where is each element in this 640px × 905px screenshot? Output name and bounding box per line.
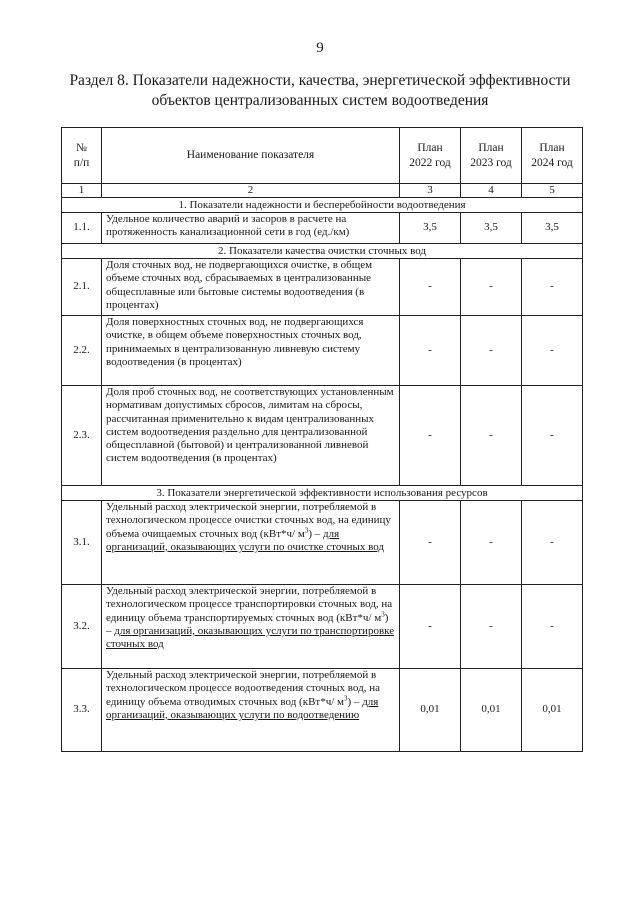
indicator-organization-scope: для организаций, оказывающих услуги по очистке сточных вод <box>106 527 385 553</box>
column-index-row <box>62 184 583 198</box>
plan-2022-value: - <box>400 259 461 316</box>
row-number: 3.2. <box>62 585 102 669</box>
table-row <box>62 213 583 244</box>
plan-2023-value: - <box>461 585 522 669</box>
plan-2024-value: - <box>522 585 583 669</box>
table-row <box>62 669 583 752</box>
indicator-name: Удельное количество аварий и засоров в расчете на протяженность канализационной сети в год (ед./км) <box>102 213 400 244</box>
indicator-organization-scope: для организаций, оказывающих услуги по водоотведению <box>106 695 379 721</box>
plan-2022-value: 3,5 <box>400 213 461 244</box>
plan-2023-value: - <box>461 259 522 316</box>
plan-2024-value: - <box>522 316 583 386</box>
table-row <box>62 386 583 486</box>
plan-2023-value: - <box>461 316 522 386</box>
section-header-row <box>62 198 583 213</box>
row-number: 3.1. <box>62 501 102 585</box>
section-1-title: 1. Показатели надежности и бесперебойности водоотведения <box>62 198 583 213</box>
plan-2024-value: - <box>522 259 583 316</box>
indicator-name-text: Удельный расход электрической энергии, потребляемой в технологическом процессе водоотведения сточных вод, на единицу объема отводимых сточных вод (кВт*ч/ м <box>106 669 380 708</box>
indicator-name <box>102 585 400 669</box>
column-index: 4 <box>461 184 522 198</box>
row-number: 1.1. <box>62 213 102 244</box>
column-index: 1 <box>62 184 102 198</box>
plan-2022-value: - <box>400 386 461 486</box>
cubic-superscript: 3 <box>344 693 348 702</box>
column-index: 5 <box>522 184 583 198</box>
section-header-row <box>62 244 583 259</box>
plan-2022-value: - <box>400 501 461 585</box>
table-row <box>62 316 583 386</box>
plan-2023-value: - <box>461 501 522 585</box>
cubic-superscript: 3 <box>381 609 385 618</box>
plan-2024-value: - <box>522 386 583 486</box>
header-name: Наименование показателя <box>102 128 400 184</box>
row-number: 2.3. <box>62 386 102 486</box>
header-plan-2024: План 2024 год <box>522 128 583 184</box>
column-index: 2 <box>102 184 400 198</box>
section-title-line-1: Раздел 8. Показатели надежности, качества, энергетической эффективности <box>69 72 571 89</box>
section-title-line-2: объектов централизованных систем водоотведения <box>151 92 489 109</box>
section-3-title: 3. Показатели энергетической эффективности использования ресурсов <box>62 486 583 501</box>
indicator-name: Доля сточных вод, не подвергающихся очистке, в общем объеме сточных вод, сбрасываемых в централизованные общесплавные или бытовые системы водоотведения (в процентах) <box>102 259 400 316</box>
indicators-table <box>61 127 583 752</box>
page-number: 9 <box>316 40 324 56</box>
section-2-title: 2. Показатели качества очистки сточных вод <box>62 244 583 259</box>
header-plan-2023: План 2023 год <box>461 128 522 184</box>
plan-2023-value: 0,01 <box>461 669 522 752</box>
indicator-name <box>102 669 400 752</box>
table-row <box>62 501 583 585</box>
indicator-name-text: Удельный расход электрической энергии, потребляемой в технологическом процессе транспортировки сточных вод, на единицу объема транспортируемых сточных вод (кВт*ч/ м <box>106 585 393 624</box>
indicator-name-close: ) – <box>347 695 363 708</box>
indicator-name-close: ) – <box>308 527 323 540</box>
plan-2023-value: 3,5 <box>461 213 522 244</box>
plan-2022-value: - <box>400 316 461 386</box>
indicator-name <box>102 501 400 585</box>
plan-2023-value: - <box>461 386 522 486</box>
cubic-superscript: 3 <box>304 525 309 534</box>
plan-2024-value: 3,5 <box>522 213 583 244</box>
column-index: 3 <box>400 184 461 198</box>
indicator-name-text: Удельный расход электрической энергии, потребляемой в технологическом процессе очистки сточных вод, на единицу объема очищаемых сточных вод (кВт*ч/ м <box>106 501 391 540</box>
row-number: 3.3. <box>62 669 102 752</box>
plan-2024-value: 0,01 <box>522 669 583 752</box>
table-row <box>62 259 583 316</box>
plan-2024-value: - <box>522 501 583 585</box>
row-number: 2.2. <box>62 316 102 386</box>
section-header-row <box>62 486 583 501</box>
header-num: № п/п <box>62 128 102 184</box>
indicator-name: Доля поверхностных сточных вод, не подвергающихся очистке, в общем объеме поверхностных сточных вод, принимаемых в централизованную ливневую систему водоотведения (в процентах) <box>102 316 400 386</box>
section-title <box>40 71 600 111</box>
indicator-organization-scope: для организаций, оказывающих услуги по транспортировке сточных вод <box>106 624 395 651</box>
plan-2022-value: 0,01 <box>400 669 461 752</box>
indicator-name: Доля проб сточных вод, не соответствующих установленным нормативам допустимых сбросов, лимитам на сбросы, рассчитанная применительно к видам централизованных систем водоотведения раздельно для централизованной общесплавной (бытовой) и централизованной ливневой систем водоотведения (в процентах) <box>102 386 400 486</box>
indicator-name-close: ) – <box>106 611 389 637</box>
header-plan-2022: План 2022 год <box>400 128 461 184</box>
table-header-row <box>62 128 583 184</box>
row-number: 2.1. <box>62 259 102 316</box>
plan-2022-value: - <box>400 585 461 669</box>
table-row <box>62 585 583 669</box>
